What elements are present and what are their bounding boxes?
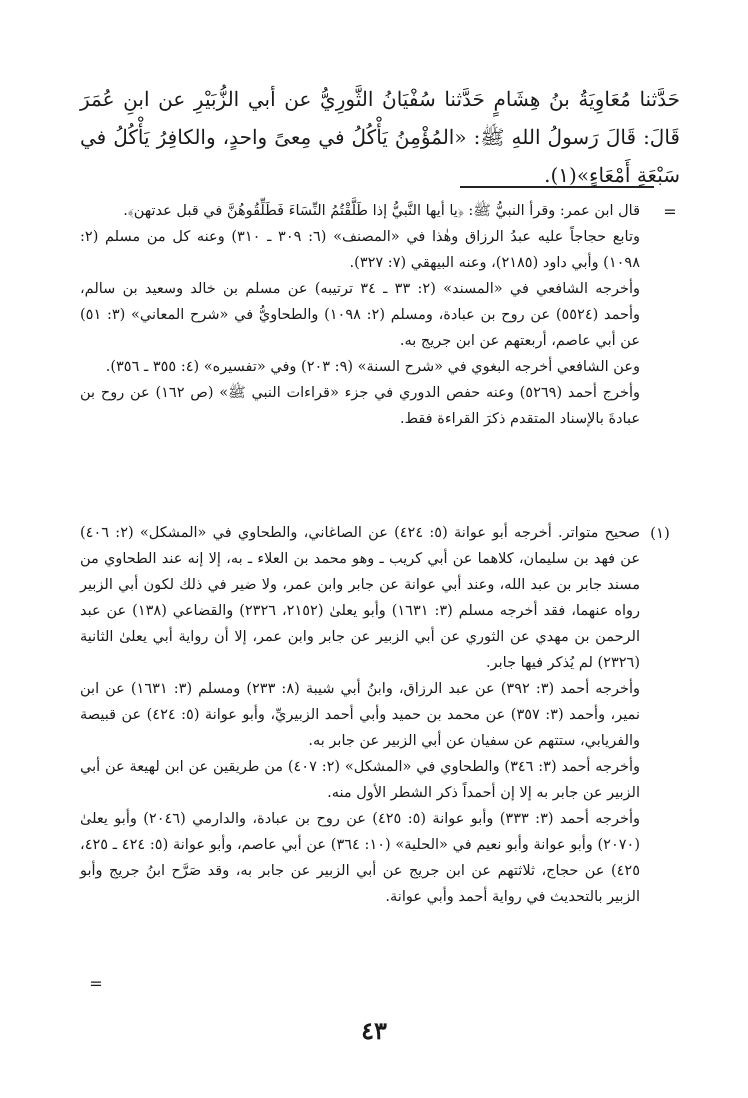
page-number: ٤٣	[361, 1016, 387, 1045]
continued-footnote	[80, 198, 640, 432]
footnote-divider	[460, 186, 654, 188]
footnote-paragraph: وأخرجه أحمد (٣: ٣٩٢) عن عبد الرزاق، وابنُ أبي شيبة (٨: ٢٣٣) ومسلم (٣: ١٦٣١) عن ابن نمير، وأحمد (٣: ٣٥٧) عن محمد بن حميد وأبي أحمد الزبيريِّ، وأبو عوانة (٥: ٤٢٤) عن قبيصة والفريابي، ستتهم عن سفيان عن أبي الزبير عن جابر به.	[80, 681, 640, 749]
continuation-mark-top: =	[663, 202, 677, 221]
footnote-paragraph: وأخرج أحمد (٥٢٦٩) وعنه حفص الدوري في جزء «قراءات النبي ﷺ» (ص ١٦٢) عن روح بن عبادةَ بالإسناد المتقدم ذكرَ القراءة فقط.	[80, 385, 641, 427]
footnote-paragraph: قال ابن عمر: وقرأ النبيُّ ﷺ: ﴿يا أيها النَّبيُّ إذا طَلَّقْتُمُ النِّسَاءَ فَطَلِّقُوهُنَّ في قبل عدتهن﴾.	[123, 203, 640, 219]
footnote-number: (١)	[650, 524, 670, 542]
footnote-1-body	[80, 520, 640, 910]
footnote-paragraph: وأخرجه أحمد (٣: ٣٣٣) وأبو عوانة (٥: ٤٢٥) عن روح بن عبادة، والدارمي (٢٠٤٦) وأبو يعلىٰ (٢٠٧٠) وأبو عوانة وأبو نعيم في «الحلية» (١٠: ٣٦٤) عن أبي عاصم، وأبو عوانة (٥: ٤٢٤ ـ ٤٢٥، ٤٢٥) عن حجاج، ثلاثتهم عن ابن جريج عن أبي الزبير عن جابر به، وقد صَرَّح ابنُ جريج وأبو الزبير بالتحديث في رواية أحمد وأبي عوانة.	[80, 811, 641, 905]
footnote-paragraph: وأخرجه أحمد (٣: ٣٤٦) والطحاوي في «المشكل» (٢: ٤٠٧) من طريقين عن ابن لهيعة عن أبي الزبير عن جابر به إلا إن أحمداً ذكر الشطر الأول منه.	[80, 759, 641, 801]
footnote-paragraph: وتابع حجاجاً عليه عبدُ الرزاق وهٰذا في «المصنف» (٦: ٣٠٩ ـ ٣١٠) وعنه كل من مسلم (٢: ١٠٩٨) وأبي داود (٢١٨٥)، وعنه البيهقي (٧: ٣٢٧).	[80, 229, 641, 271]
hadith-main-text: حَدَّثنا مُعَاوِيَةُ بنُ هِشَامٍ حَدَّثنا سُفْيَانُ الثَّورِيُّ عن أبي الزُّبَيْرِ عن ابنِ عُمَرَ قَالَ: قَالَ رَسولُ اللهِ ﷺ: «المُؤْمِنُ يَأْكُلُ في مِعىً واحدٍ، والكافِرُ يَأْكُلُ في سَبْعَةِ أَمْعَاءٍ»(١).	[80, 87, 680, 187]
footnote-paragraph: وعن الشافعي أخرجه البغوي في «شرح السنة» (٩: ٢٠٣) وفي «تفسيره» (٤: ٣٥٥ ـ ٣٥٦).	[105, 359, 640, 375]
continuation-mark-bottom: =	[89, 974, 103, 993]
footnote-paragraph: صحيح متواتر. أخرجه أبو عوانة (٥: ٤٢٤) عن الصاغاني، والطحاوي في «المشكل» (٢: ٤٠٦) عن فهد بن سليمان، كلاهما عن أبي كريب ـ وهو محمد بن العلاء ـ به، إلا إنه عند الطحاوي من مسند جابر بن عبد الله، وعند أبي عوانة عن جابر وابن عمر، ولا ضير في ذلك لكون أبي الزبير رواه عنهما، فقد أخرجه مسلم (٣: ١٦٣١) وأبو يعلىٰ (٢١٥٢، ٢٣٢٦) والقضاعي (١٣٨) عن عبد الرحمن بن مهدي عن الثوري عن أبي الزبير عن جابر وابن عمر، إلا أن رواية أبي يعلىٰ الثانية (٢٣٢٦) لم يُذكر فيها جابر.	[80, 525, 641, 671]
footnote-paragraph: وأخرجه الشافعي في «المسند» (٢: ٣٣ ـ ٣٤ ترتيبه) عن مسلم بن خالد وسعيد بن سالم، وأحمد (٥٥٢٤) عن روح بن عبادة، ومسلم (٢: ١٠٩٨) والطحاويُّ في «شرح المعاني» (٣: ٥١) عن أبي عاصم، أربعتهم عن ابن جريج به.	[80, 281, 641, 349]
